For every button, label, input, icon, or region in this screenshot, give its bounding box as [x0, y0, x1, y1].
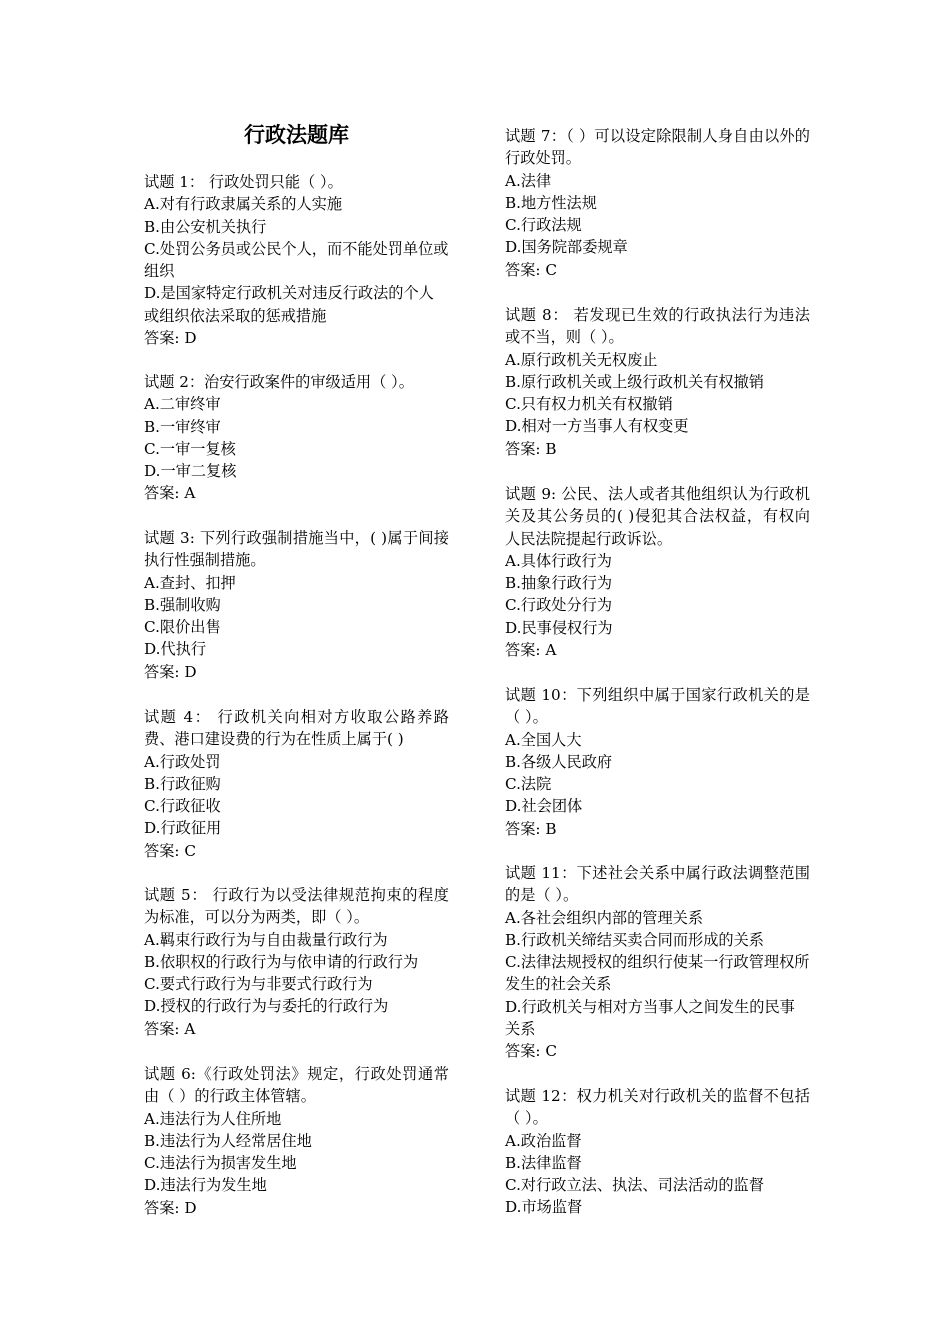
option-d: D.市场监督	[505, 1198, 583, 1217]
option-d: D.行政机关与相对方当事人之间发生的民事关系	[505, 997, 795, 1039]
question-6	[144, 1063, 449, 1219]
answer: 答案: A	[144, 1019, 196, 1038]
question-stem: 试题 10：下列组织中属于国家行政机关的是（ ）。	[505, 686, 810, 727]
option-b: B.强制收购	[144, 595, 221, 614]
option-a: A.全国人大	[505, 730, 582, 749]
answer: 答案: C	[505, 260, 557, 279]
question-stem: 试题 4： 行政机关向相对方收取公路养路费、港口建设费的行为在性质上属于( )	[144, 708, 449, 749]
option-a: A.对有行政隶属关系的人实施	[144, 195, 343, 214]
option-b: B.抽象行政行为	[505, 574, 613, 593]
option-d: D.一审二复核	[144, 462, 237, 481]
option-a: A.羁束行政行为与自由裁量行政行为	[144, 930, 388, 949]
question-1	[144, 171, 449, 349]
option-c: C.要式行政行为与非要式行政行为	[144, 975, 373, 994]
option-d: D.社会团体	[505, 797, 583, 816]
answer: 答案: A	[505, 641, 557, 660]
question-2	[144, 371, 449, 505]
option-b: B.各级人民政府	[505, 752, 613, 771]
option-c: C.违法行为损害发生地	[144, 1154, 297, 1173]
answer: 答案: A	[144, 484, 196, 503]
question-stem: 试题 2：治安行政案件的审级适用（ ）。	[144, 373, 414, 391]
question-stem: 试题 8： 若发现已生效的行政执法行为违法或不当，则（ ）。	[505, 306, 810, 347]
document-title: 行政法题库	[244, 122, 349, 147]
option-c: C.行政法规	[505, 216, 582, 235]
option-b: B.由公安机关执行	[144, 217, 267, 236]
answer: 答案: B	[505, 439, 557, 458]
question-stem: 试题 12：权力机关对行政机关的监督不包括（ ）。	[505, 1087, 810, 1128]
option-d: D.民事侵权行为	[505, 618, 613, 637]
option-c: C.行政征收	[144, 797, 221, 816]
question-8	[505, 304, 810, 460]
option-d: D.代执行	[144, 640, 207, 659]
option-c: C.一审一复核	[144, 439, 236, 458]
answer: 答案: C	[505, 1042, 557, 1061]
option-a: A.行政处罚	[144, 752, 221, 771]
question-5	[144, 884, 449, 1040]
question-12	[505, 1085, 810, 1219]
answer: 答案: D	[144, 1198, 197, 1217]
option-d: D.违法行为发生地	[144, 1176, 267, 1195]
option-b: B.依职权的行政行为与依申请的行政行为	[144, 952, 419, 971]
question-11	[505, 862, 810, 1063]
option-b: B.地方性法规	[505, 193, 597, 212]
option-d: D.国务院部委规章	[505, 238, 628, 257]
option-b: B.一审终审	[144, 417, 221, 436]
option-b: B.行政机关缔结买卖合同而形成的关系	[505, 930, 764, 949]
answer: 答案: B	[505, 819, 557, 838]
option-c: C.对行政立法、执法、司法活动的监督	[505, 1176, 764, 1195]
question-stem: 试题 9: 公民、法人或者其他组织认为行政机关及其公务员的( )侵犯其合法权益，有权向人民法院提起行政诉讼。	[505, 485, 810, 548]
question-7	[505, 125, 810, 281]
option-c: C.行政处分行为	[505, 596, 613, 615]
option-d: D.相对一方当事人有权变更	[505, 417, 689, 436]
option-a: A.违法行为人住所地	[144, 1109, 282, 1128]
option-a: A.原行政机关无权废止	[505, 350, 658, 369]
option-b: B.法律监督	[505, 1153, 582, 1172]
question-stem: 试题 3: 下列行政强制措施当中，( )属于间接执行性强制措施。	[144, 529, 449, 570]
option-d: D.授权的行政行为与委托的行政行为	[144, 997, 389, 1016]
option-c: C.法律法规授权的组织行使某一行政管理权所发生的社会关系	[505, 953, 810, 994]
option-c: C.限价出售	[144, 618, 221, 637]
question-stem: 试题 7：（ ）可以设定除限制人身自由以外的行政处罚。	[505, 127, 810, 168]
option-d: D.是国家特定行政机关对违反行政法的个人或组织依法采取的惩戒措施	[144, 284, 434, 325]
option-b: B.行政征购	[144, 774, 221, 793]
option-b: B.原行政机关或上级行政机关有权撤销	[505, 372, 764, 391]
question-stem: 试题 1： 行政处罚只能（ ）。	[144, 173, 343, 191]
option-b: B.违法行为人经常居住地	[144, 1131, 312, 1150]
question-stem: 试题 6:《行政处罚法》规定，行政处罚通常由（ ）的行政主体管辖。	[144, 1065, 449, 1106]
option-c: C.处罚公务员或公民个人，而不能处罚单位或组织	[144, 239, 449, 281]
question-9	[505, 483, 810, 661]
question-3	[144, 527, 449, 683]
option-a: A.二审终审	[144, 395, 221, 414]
option-a: A.各社会组织内部的管理关系	[505, 908, 704, 927]
answer: 答案: D	[144, 662, 197, 681]
question-stem: 试题 5： 行政行为以受法律规范拘束的程度为标准，可以分为两类，即（ ）。	[144, 886, 449, 927]
question-10	[505, 684, 810, 840]
question-stem: 试题 11：下述社会关系中属行政法调整范围的是（ ）。	[505, 864, 810, 905]
option-a: A.查封、扣押	[144, 573, 236, 592]
option-c: C.法院	[505, 775, 552, 794]
option-a: A.法律	[505, 171, 552, 190]
option-a: A.具体行政行为	[505, 551, 612, 570]
question-4	[144, 706, 449, 862]
option-d: D.行政征用	[144, 819, 222, 838]
option-a: A.政治监督	[505, 1131, 582, 1150]
option-c: C.只有权力机关有权撤销	[505, 395, 673, 414]
answer: 答案: D	[144, 329, 197, 348]
answer: 答案: C	[144, 841, 196, 860]
